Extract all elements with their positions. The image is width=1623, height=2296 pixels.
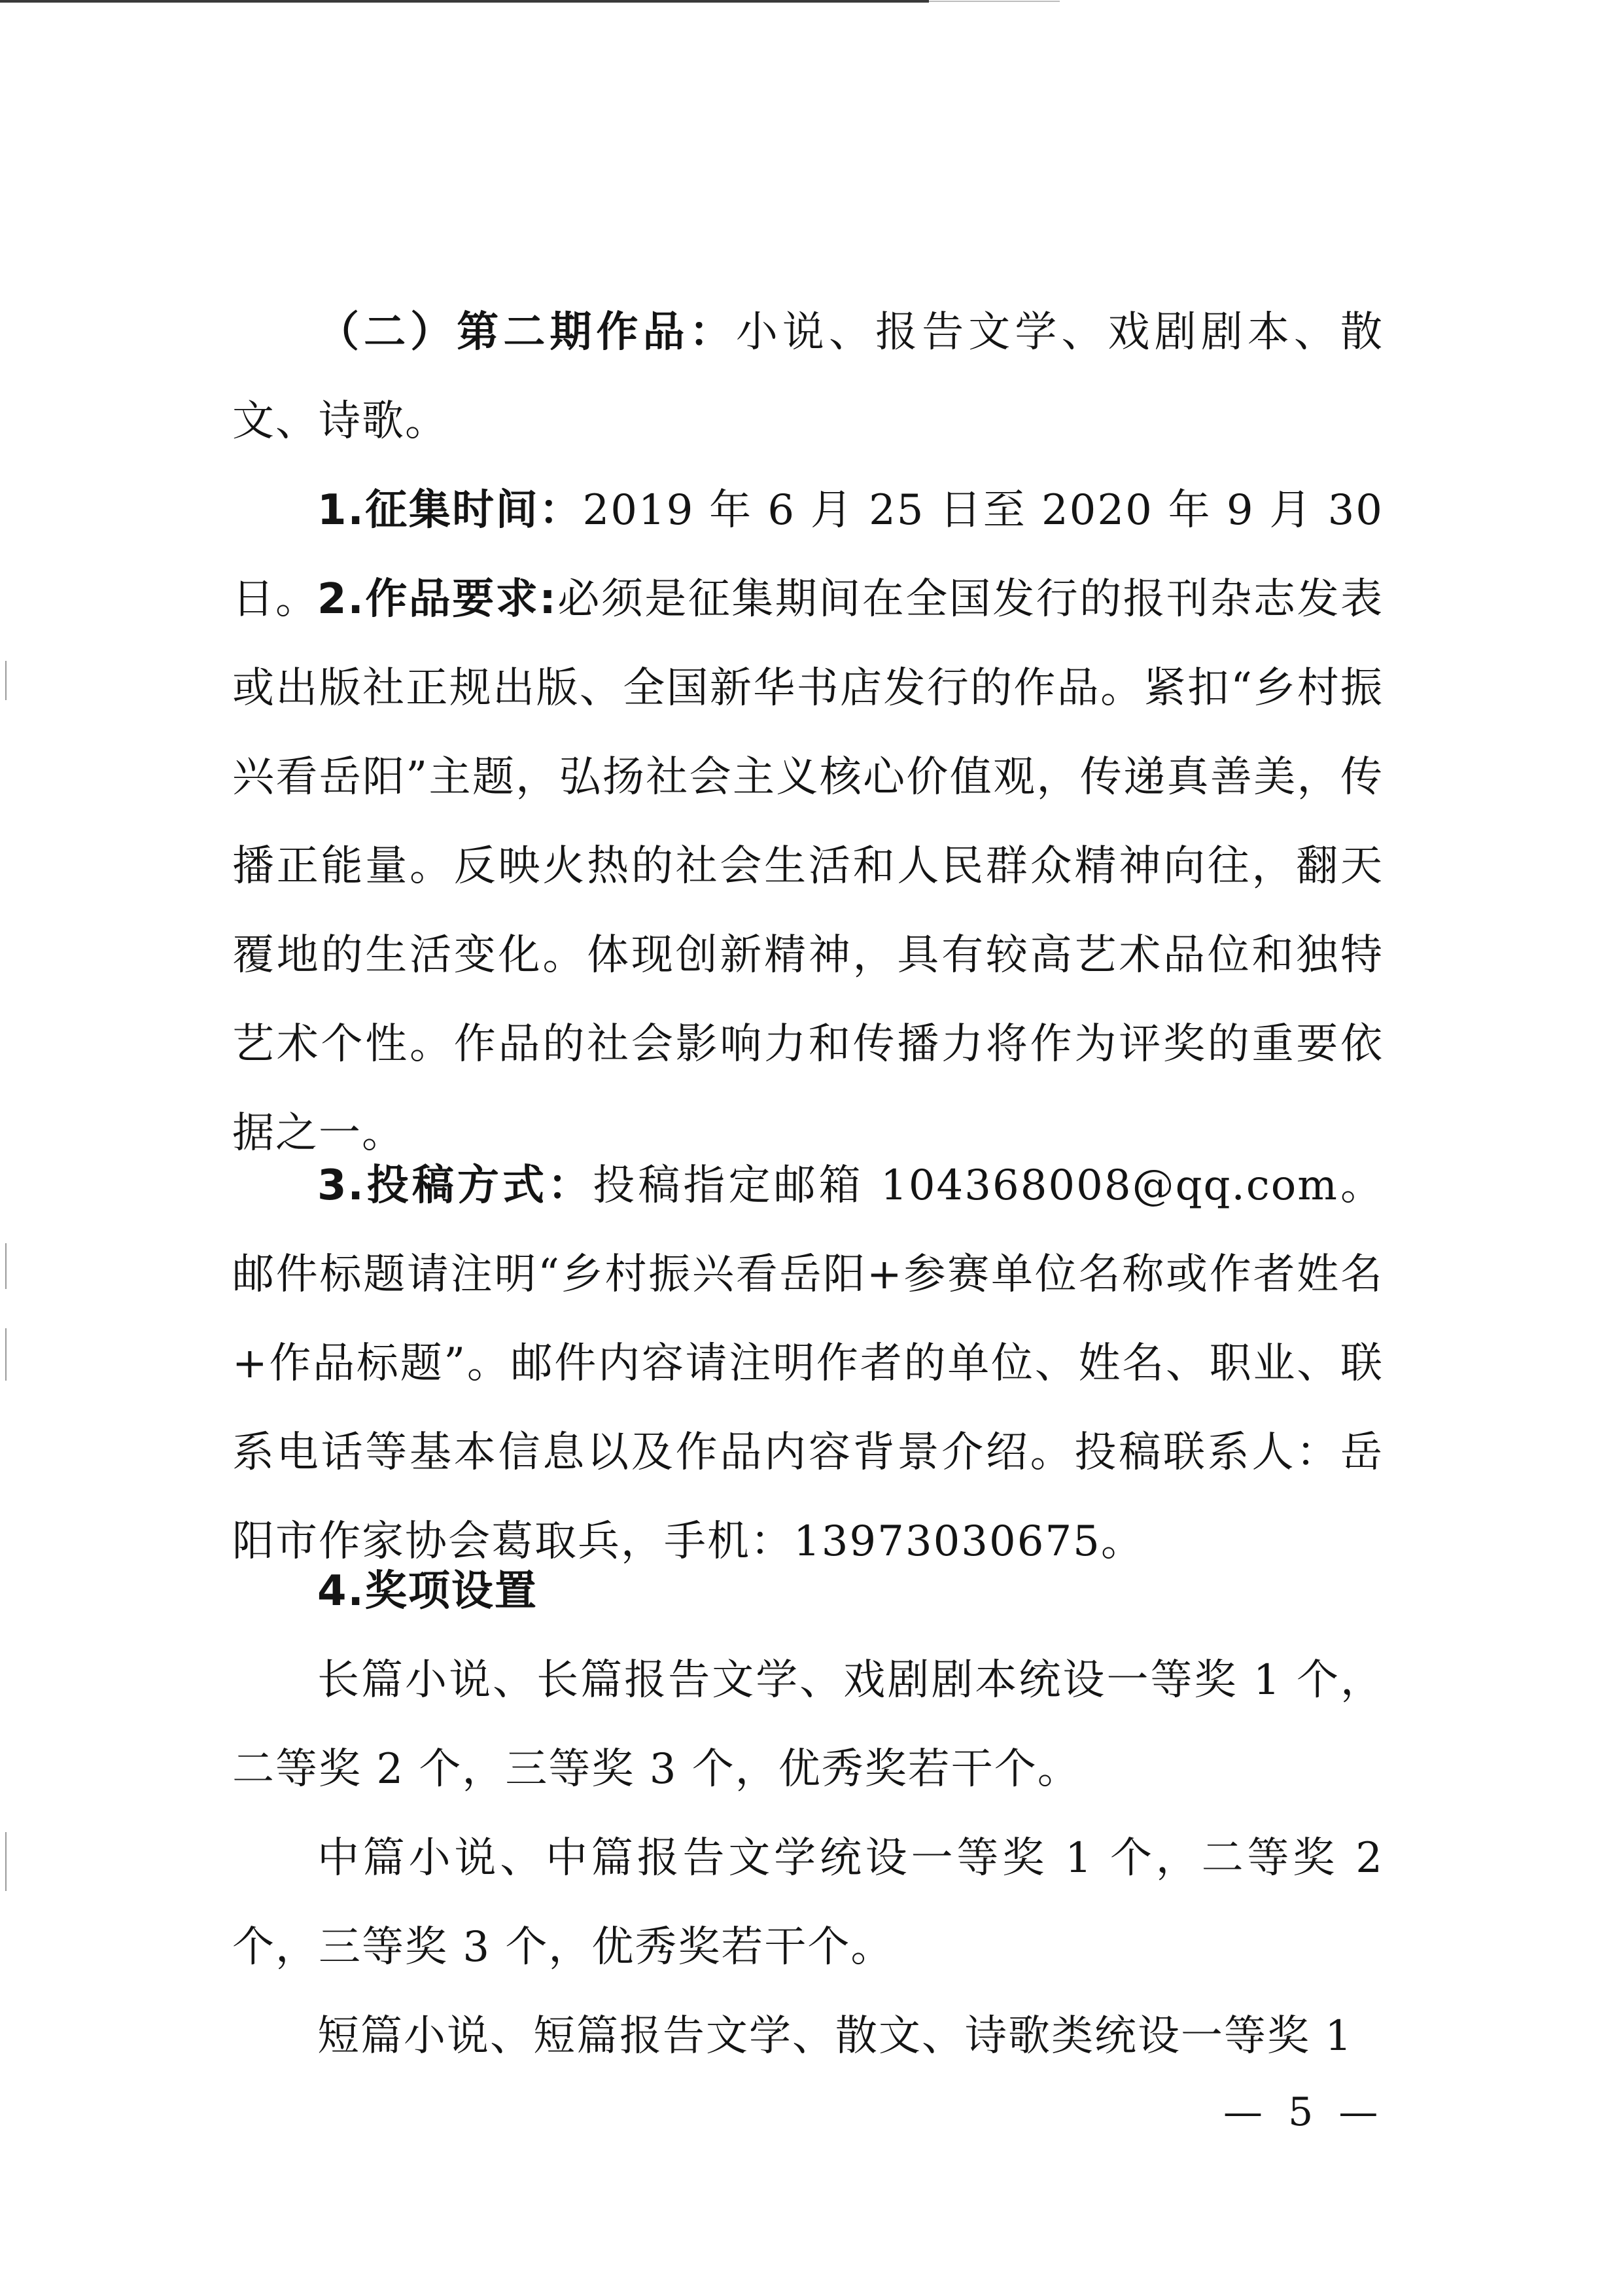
item1-text: 2019 年 6 月 25 日至 2020 年 9 月 30 日。 — [232, 486, 1384, 624]
item2-text: 必须是征集期间在全国发行的报刊杂志发表或出版社正规出版、全国新华书店发行的作品。紧扣“乡村振兴看岳阳”主题，弘扬社会主义核心价值观，传递真善美，传播正能量。反映火热的社会生活和人民群众精神向往，翻天覆地的生活变化。体现创新精神，具有较高艺术品位和独特艺术个性。作品的社会影响力和传播力将作为评奖的重要依据之一。 — [232, 575, 1384, 1157]
scan-edge-mark — [5, 1832, 7, 1891]
item3-label: 3.投稿方式： — [317, 1161, 593, 1210]
top-scan-rule — [0, 0, 929, 3]
item2-label: 2.作品要求: — [317, 575, 557, 624]
paragraph-award-medium — [232, 1814, 1384, 1992]
paragraph-item4 — [232, 1547, 1384, 1636]
item4-label: 4.奖项设置 — [317, 1567, 538, 1616]
award-short-text: 短篇小说、短篇报告文学、散文、诗歌类统设一等奖 1 — [317, 2012, 1353, 2060]
scan-edge-mark — [5, 1243, 7, 1289]
section2-heading: （二）第二期作品： — [317, 308, 736, 357]
scan-edge-mark — [5, 1328, 7, 1381]
paragraph-award-long — [232, 1636, 1384, 1814]
award-long-text: 长篇小说、长篇报告文学、戏剧剧本统设一等奖 1 个，二等奖 2 个，三等奖 3 个，优秀奖若干个。 — [232, 1656, 1384, 1793]
page-number: — 5 — — [1223, 2089, 1385, 2135]
paragraph-award-short — [232, 1992, 1384, 2081]
item1-label: 1.征集时间： — [317, 486, 583, 535]
paragraph-item2 — [232, 555, 1384, 1178]
paragraph-item3 — [232, 1141, 1384, 1586]
award-medium-text: 中篇小说、中篇报告文学统设一等奖 1 个，二等奖 2 个，三等奖 3 个，优秀奖若干个。 — [232, 1834, 1384, 1971]
top-scan-rule-faint — [929, 1, 1060, 2]
scan-edge-mark — [5, 661, 7, 700]
section2-text: 小说、报告文学、戏剧剧本、散文、诗歌。 — [232, 308, 1384, 446]
item3-text: 投稿指定邮箱 104368008@qq.com。邮件标题请注明“乡村振兴看岳阳+参赛单位名称或作者姓名+作品标题”。邮件内容请注明作者的单位、姓名、职业、联系电话等基本信息以及作品内容背景介绍。投稿联系人：岳阳市作家协会葛取兵，手机：13973030675。 — [232, 1161, 1384, 1566]
paragraph-section2 — [232, 288, 1384, 466]
